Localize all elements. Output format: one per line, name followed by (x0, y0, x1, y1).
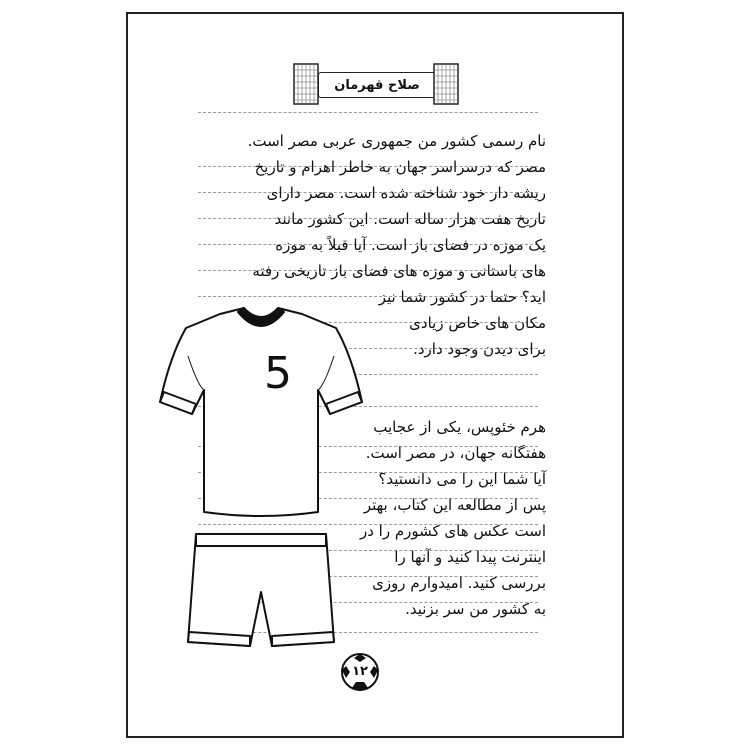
book-page (126, 12, 624, 738)
paragraph2-line: است عکس های کشورم را در (359, 522, 546, 540)
jersey-shorts (188, 534, 334, 646)
paragraph2-line: هرم خئوپس، یکی از عجایب (373, 418, 546, 436)
paragraph1-line: های باستانی و موزه های فضای باز تاریخی رفته (252, 262, 546, 280)
paragraph2-line: هفتگانه جهان، در مصر است. (365, 444, 546, 462)
paragraph1-line: نام رسمی کشور من جمهوری عربی مصر است. (247, 132, 546, 150)
paragraph1-line: یک موزه در فضای باز است. آیا قبلاً به موزه (275, 236, 546, 254)
ruled-line (198, 112, 538, 113)
jersey-number: 5 (264, 348, 292, 399)
football-kit-illustration (158, 306, 364, 654)
goal-left-icon (292, 58, 320, 110)
paragraph2-line: آیا شما این را می دانستید؟ (378, 470, 546, 488)
page-number: ۱۲ (352, 664, 368, 679)
paragraph1-line: ریشه دار خود شناخته شده است. مصر دارای (266, 184, 546, 202)
paragraph2-line: بررسی کنید. امیدوارم روزی (372, 574, 546, 592)
paragraph2-line: اینترنت پیدا کنید و آنها را (394, 548, 546, 566)
title-banner (292, 58, 460, 110)
paragraph1-line: مصر که درسراسر جهان به خاطر اهرام و تاریخ (254, 158, 546, 176)
paragraph1-line: برای دیدن وجود دارد. (413, 340, 546, 358)
page-title: صلاح قهرمان (318, 72, 436, 98)
paragraph1-line: تاریخ هفت هزار ساله است. این کشور مانند (274, 210, 546, 228)
paragraph2-line: به کشور من سر بزنید. (405, 600, 546, 618)
paragraph2-line: پس از مطالعه این کتاب، بهتر (363, 496, 546, 514)
goal-right-icon (432, 58, 460, 110)
paragraph1-line: مکان های خاص زیادی (409, 314, 546, 332)
paragraph1-line: اید؟ حتما در کشور شما نیز (378, 288, 546, 306)
